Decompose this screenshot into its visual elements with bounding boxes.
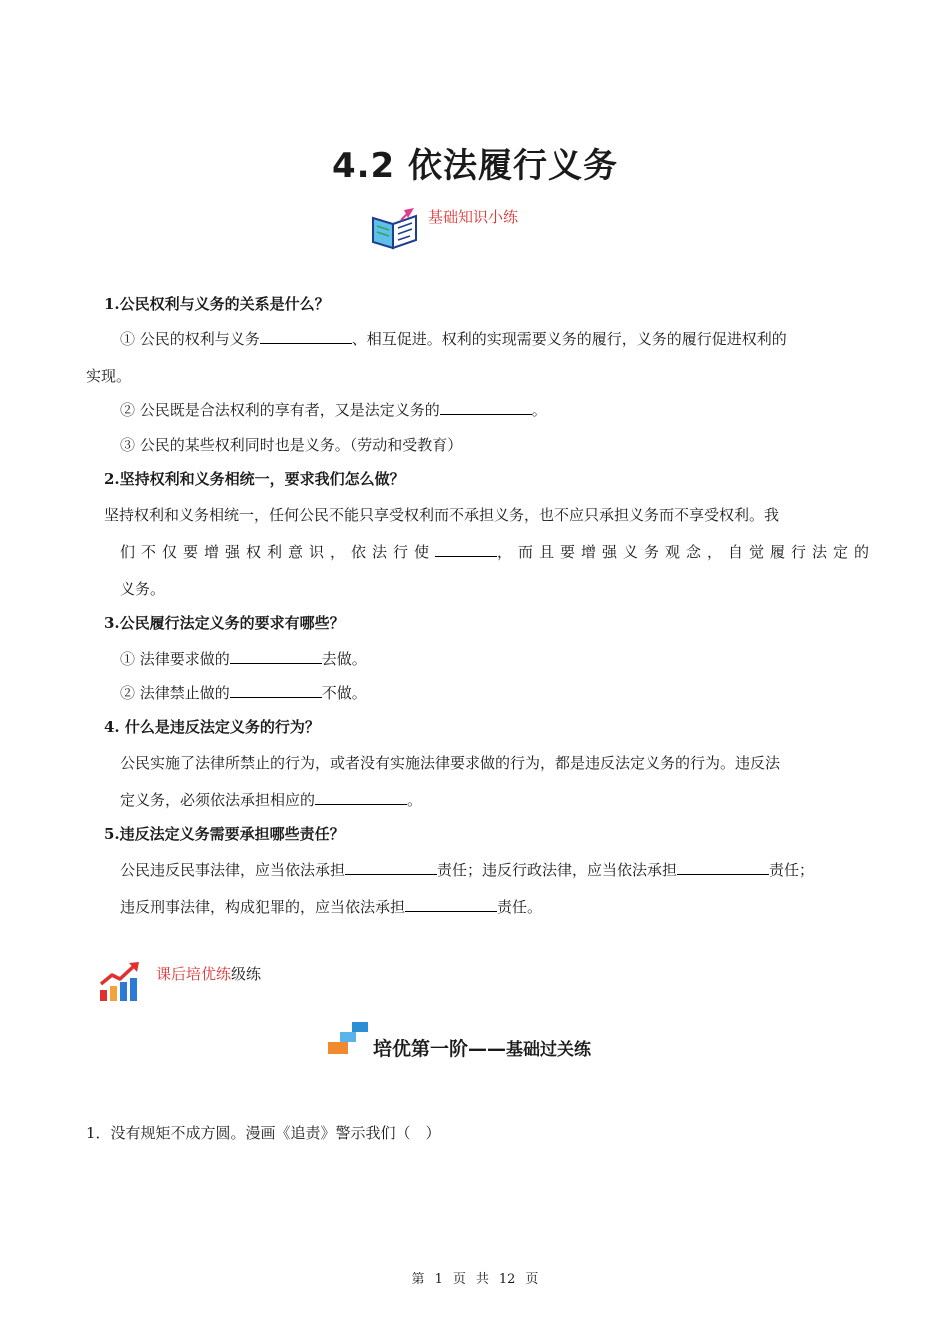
page-footer	[0, 1268, 950, 1287]
q2-line-2	[120, 541, 876, 562]
question-5-heading: 5.违反法定义务需要承担哪些责任？	[104, 825, 345, 843]
q1-line-1-text-b: 、相互促进。权利的实现需要义务的履行，义务的履行促进权利的	[351, 330, 787, 348]
q5-blank-2	[677, 860, 769, 875]
q1-line-2-text-a: ② 公民既是合法权利的享有者，又是法定义务的	[120, 401, 440, 419]
q1-blank-1	[260, 329, 352, 344]
q1-line-2	[120, 399, 547, 420]
section-advanced-label	[156, 963, 261, 984]
q5-blank-1	[345, 860, 437, 875]
q4-blank-1	[315, 790, 407, 805]
stage-heading	[373, 1034, 591, 1061]
q5-line-2	[120, 896, 542, 917]
q4-line-1: 公民实施了法律所禁止的行为，或者没有实施法律要求做的行为，都是违反法定义务的行为。违反法	[120, 754, 781, 772]
q5-line-2-text-b: 责任。	[497, 898, 543, 916]
section-advanced-label-black: 级练	[231, 965, 262, 983]
footer-total-pages: 12	[498, 1272, 516, 1287]
q1-line-1-text-a: ① 公民的权利与义务	[120, 330, 260, 348]
footer-page-number: 1	[434, 1272, 443, 1287]
q3-line-1-text-a: ① 法律要求做的	[120, 650, 230, 668]
exercise-1: 1．没有规矩不成方圆。漫画《追责》警示我们（ ）	[86, 1124, 441, 1142]
q5-line-1-text-c: 责任；	[769, 861, 815, 879]
q3-line-1-text-b: 去做。	[321, 650, 367, 668]
q5-line-1-text-b: 责任；违反行政法律，应当依法承担	[437, 861, 678, 879]
q5-line-2-text-a: 违反刑事法律，构成犯罪的，应当依法承担	[120, 898, 406, 916]
q1-line-3: ③ 公民的某些权利同时也是义务。（劳动和受教育）	[120, 436, 463, 454]
footer-p4: 页	[525, 1272, 539, 1287]
q2-line-2-text-a: 们不仅要增强权利意识，依法行使	[120, 543, 436, 561]
question-4-heading: 4. 什么是违反法定义务的行为？	[104, 718, 320, 736]
growth-chart-icon	[98, 960, 142, 1002]
q3-blank-1	[230, 649, 322, 664]
page-title: 4.2 依法履行义务	[331, 146, 619, 186]
q3-line-1	[120, 648, 367, 669]
q4-line-2	[120, 789, 422, 810]
q1-line-1-cont: 实现。	[86, 367, 132, 385]
q4-line-2-text-a: 定义务，必须依法承担相应的	[120, 791, 316, 809]
q3-line-2-text-b: 不做。	[321, 684, 367, 702]
question-3-heading: 3.公民履行法定义务的要求有哪些？	[104, 614, 345, 632]
footer-p3: 共	[475, 1272, 489, 1287]
q3-line-2-text-a: ② 法律禁止做的	[120, 684, 230, 702]
q2-blank-1	[435, 542, 497, 557]
q1-line-1	[120, 328, 787, 349]
stage-dash: ——	[468, 1038, 507, 1060]
q2-line-3: 义务。	[120, 580, 166, 598]
q4-line-2-text-b: 。	[407, 791, 423, 809]
section-basic-label: 基础知识小练	[428, 208, 519, 226]
q5-blank-3	[405, 897, 497, 912]
stairs-icon	[328, 1022, 370, 1054]
footer-p2: 页	[452, 1272, 466, 1287]
q5-line-1	[120, 859, 814, 880]
book-icon	[370, 206, 420, 250]
footer-p1: 第	[411, 1272, 425, 1287]
q3-blank-2	[230, 683, 322, 698]
q1-line-2-text-b: 。	[531, 401, 547, 419]
q5-line-1-text-a: 公民违反民事法律，应当依法承担	[120, 861, 346, 879]
section-advanced-label-red: 课后培优练	[156, 965, 232, 983]
question-2-heading: 2.坚持权利和义务相统一，要求我们怎么做？	[104, 470, 405, 488]
q2-line-1: 坚持权利和义务相统一，任何公民不能只享受权利而不承担义务，也不应只承担义务而不享受权利。我	[104, 506, 780, 524]
stage-main: 培优第一阶	[373, 1038, 469, 1060]
q3-line-2	[120, 682, 367, 703]
q2-line-2-text-b: ，而且要增强义务观念，自觉履行法定的	[497, 543, 876, 561]
question-1-heading: 1.公民权利与义务的关系是什么？	[104, 295, 330, 313]
stage-sub: 基础过关练	[506, 1040, 592, 1060]
q1-blank-2	[440, 400, 532, 415]
